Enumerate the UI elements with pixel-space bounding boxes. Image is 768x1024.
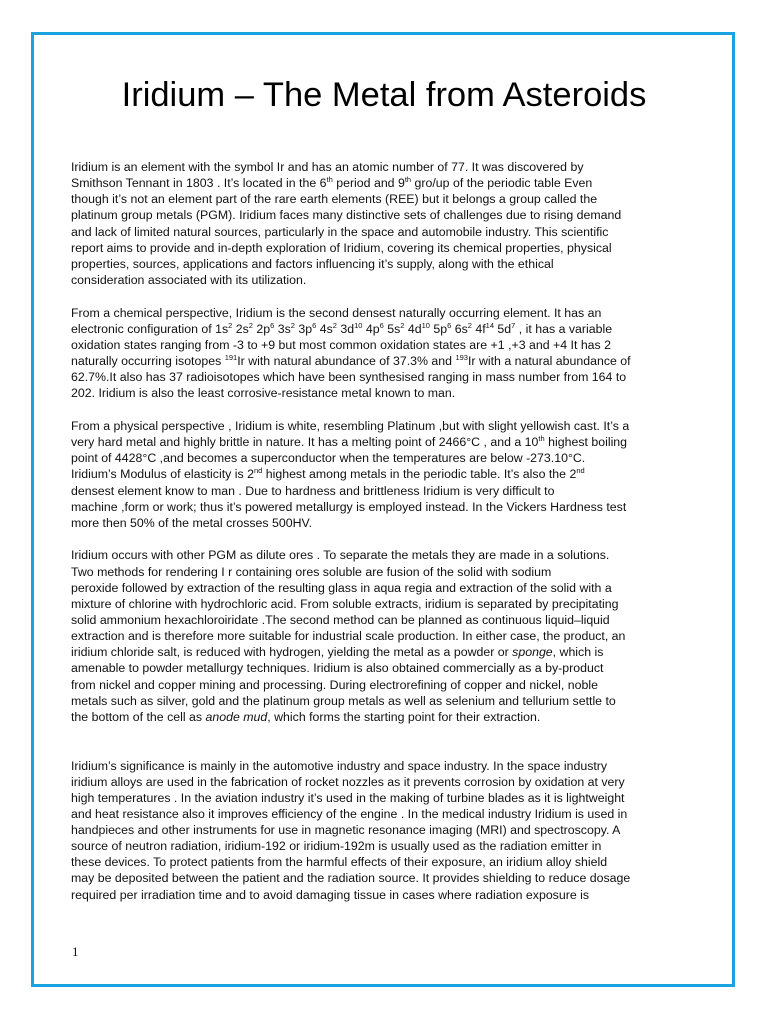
text-run: 4p <box>362 321 380 336</box>
text-run: peroxide followed by extraction of the resulting glass in aqua regia and extraction of the solid with a <box>71 580 612 595</box>
text-line <box>71 207 701 223</box>
superscript: 2 <box>248 320 253 330</box>
superscript: th <box>326 175 333 185</box>
text-run: from nickel and copper mining and processing. During electrorefining of copper and nickel, noble <box>71 677 598 692</box>
text-run: iridium chloride salt, is reduced with hydrogen, yielding the metal as a powder or <box>71 645 513 660</box>
text-line <box>71 854 701 870</box>
text-run: 4d <box>404 321 422 336</box>
document-title: Iridium – The Metal from Asteroids <box>121 76 647 114</box>
text-line <box>71 547 701 563</box>
text-line <box>71 887 701 903</box>
text-line <box>71 693 701 709</box>
text-run: 5s <box>383 321 401 336</box>
text-run: period and 9 <box>332 176 405 191</box>
italic-text: anode mud <box>205 709 268 724</box>
text-run: electronic configuration of 1s <box>71 321 229 336</box>
text-run: 62.7%.It also has 37 radioisotopes which have been synthesised ranging in mass number from 164 to <box>71 370 627 385</box>
text-run: report aims to provide and in-depth exploration of Iridium, covering its chemical properties, physical <box>71 240 612 255</box>
text-line <box>71 838 701 854</box>
text-line <box>71 321 701 337</box>
text-line <box>71 434 701 450</box>
text-run: 4f <box>471 321 486 336</box>
text-line <box>71 790 701 806</box>
text-run: solid ammonium hexachloroiridate .The second method can be planned as continuous liquid–liquid <box>71 613 610 628</box>
text-line <box>71 418 701 434</box>
text-run: , it has a variable <box>515 321 613 336</box>
text-line <box>71 822 701 838</box>
text-run: consideration associated with its utilization. <box>71 272 307 287</box>
superscript: 191 <box>224 353 238 363</box>
text-line <box>71 385 701 401</box>
superscript: th <box>404 175 412 185</box>
text-run: , which forms the starting point for their extraction. <box>267 709 541 724</box>
text-line <box>71 628 701 644</box>
text-run: Ir with natural abundance of 37.3% and <box>237 354 456 369</box>
text-run: these devices. To protect patients from the harmful effects of their exposure, an iridium alloy shield <box>71 855 608 870</box>
text-line <box>71 596 701 612</box>
text-run: 5p <box>429 321 448 336</box>
text-line <box>71 369 701 385</box>
paragraph-gap <box>71 288 701 305</box>
text-run: 5d <box>494 321 512 336</box>
text-run: handpieces and other instruments for use in magnetic resonance imaging (MRI) and spectroscopy. A <box>71 823 621 838</box>
paragraph <box>71 547 701 725</box>
superscript: nd <box>253 466 263 476</box>
text-run: naturally occurring isotopes <box>71 354 225 369</box>
text-line <box>71 515 701 531</box>
text-run: 202. Iridium is also the least corrosive-resistance metal known to man. <box>71 386 456 401</box>
text-line <box>71 256 701 272</box>
text-run: point of 4428°C ,and becomes a superconductor when the temperatures are below -273.10°C. <box>71 451 586 466</box>
text-line <box>71 677 701 693</box>
text-run: highest among metals in the periodic table. It’s also the 2 <box>262 467 577 482</box>
text-line <box>71 660 701 676</box>
superscript: 193 <box>455 353 468 363</box>
text-run: may be deposited between the patient and the radiation source. It provides shielding to reduce dosage <box>71 871 631 886</box>
text-run: platinum group metals (PGM). Iridium faces many distinctive sets of challenges due to rising demand <box>71 208 622 223</box>
text-run: Iridium is an element with the symbol Ir and has an atomic number of 77. It was discovered by <box>71 160 584 174</box>
text-run: iridium alloys are used in the fabrication of rocket nozzles as it prevents corrosion by oxidation at very <box>71 774 625 789</box>
paragraph <box>71 305 701 402</box>
text-line <box>71 466 701 482</box>
text-line <box>71 450 701 466</box>
text-run: very hard metal and highly brittle in nature. It has a melting point of 2466°C , and a 10 <box>71 435 539 450</box>
text-run: 4s <box>316 321 333 336</box>
text-run: 3s <box>274 321 291 336</box>
superscript: 10 <box>354 320 363 330</box>
text-line <box>71 612 701 628</box>
text-run: Iridium’s significance is mainly in the automotive industry and space industry. In the space industry <box>71 758 608 773</box>
text-line <box>71 709 701 725</box>
superscript: 2 <box>228 320 233 330</box>
superscript: nd <box>576 466 585 476</box>
text-run: source of neutron radiation, iridium-192 or iridium-192m is usually used as the radiation emitter in <box>71 839 602 854</box>
superscript: 6 <box>379 320 384 330</box>
text-line <box>71 870 701 886</box>
text-run: machine ,form or work; thus it’s powered metallurgy is employed instead. In the Vickers Hardness test <box>71 499 627 514</box>
text-run: Iridium occurs with other PGM as dilute ores . To separate the metals they are made in a solutions. <box>71 548 610 563</box>
superscript: 2 <box>400 320 405 330</box>
text-run: Smithson Tennant in 1803 . It’s located in the 6 <box>71 176 327 191</box>
text-run: From a chemical perspective, Iridium is the second densest naturally occurring element. It has an <box>71 305 602 320</box>
superscript: 2 <box>290 320 295 330</box>
paragraph <box>71 758 701 903</box>
text-run: , which is <box>552 645 604 660</box>
text-run: though it’s not an element part of the rare earth elements (REE) but it belongs a group called the <box>71 192 598 207</box>
paragraph-gap <box>71 725 701 758</box>
text-line <box>71 774 701 790</box>
text-run: Two methods for rendering I r containing ores soluble are fusion of the solid with sodium <box>71 564 552 579</box>
text-run: oxidation states ranging from -3 to +9 but most common oxidation states are +1 ,+3 and +4 It has 2 <box>71 337 612 352</box>
superscript: 7 <box>511 320 516 330</box>
text-line <box>71 305 701 321</box>
text-line <box>71 806 701 822</box>
text-run: metals such as silver, gold and the platinum group metals as well as selenium and tellurium settle to <box>71 693 616 708</box>
text-run: 2p <box>252 321 271 336</box>
text-line <box>71 159 701 175</box>
text-line <box>71 191 701 207</box>
text-run: Ir with a natural abundance of <box>467 354 631 369</box>
paragraph-gap <box>71 531 701 548</box>
text-line <box>71 337 701 353</box>
text-run: and heat resistance also it improves efficiency of the engine . In the medical industry Iridium is used in <box>71 806 628 821</box>
text-run: 3p <box>294 321 313 336</box>
italic-text: sponge <box>512 645 553 660</box>
text-line <box>71 240 701 256</box>
text-run: Iridium’s Modulus of elasticity is 2 <box>71 467 254 482</box>
superscript: th <box>538 434 545 444</box>
text-run: more then 50% of the metal crosses 500HV. <box>71 515 313 530</box>
text-run: 6s <box>451 321 468 336</box>
superscript: 6 <box>447 320 452 330</box>
text-line <box>71 758 701 774</box>
superscript: 10 <box>421 320 430 330</box>
superscript: 2 <box>467 320 472 330</box>
paragraph-gap <box>71 401 701 418</box>
text-line <box>71 353 701 369</box>
text-run: required per irradiation time and to avoid damaging tissue in cases where radiation exposure is <box>71 887 590 902</box>
text-run: properties, sources, applications and factors influencing it’s supply, along with the ethical <box>71 256 554 271</box>
superscript: 6 <box>312 320 317 330</box>
text-run: extraction and is therefore more suitable for industrial scale production. In either case, the product, an <box>71 629 626 644</box>
superscript: 14 <box>485 320 494 330</box>
document-body <box>71 159 701 903</box>
text-run: mixture of chlorine with hydrochloric acid. From soluble extracts, iridium is separated by precipitating <box>71 596 619 611</box>
text-line <box>71 580 701 596</box>
paragraph <box>71 159 701 288</box>
text-line <box>71 483 701 499</box>
text-run: 3d <box>336 321 355 336</box>
text-line <box>71 175 701 191</box>
text-run: From a physical perspective , Iridium is white, resembling Platinum ,but with slight yellowish cast. It’s a <box>71 418 630 433</box>
text-run: and lack of limited natural sources, particularly in the space and automobile industry. This scientific <box>71 224 609 239</box>
text-run: highest boiling <box>544 435 628 450</box>
superscript: 6 <box>270 320 275 330</box>
text-run: 2s <box>232 321 249 336</box>
text-line <box>71 564 701 580</box>
page-number: 1 <box>72 944 79 959</box>
text-line <box>71 644 701 660</box>
text-run: the bottom of the cell as <box>71 709 206 724</box>
superscript: 2 <box>332 320 337 330</box>
text-run: densest element know to man . Due to hardness and brittleness Iridium is very difficult to <box>71 483 555 498</box>
text-line <box>71 272 701 288</box>
text-run: amenable to powder metallurgy techniques. Iridium is also obtained commercially as a by-product <box>71 661 604 676</box>
text-run: gro/up of the periodic table Even <box>411 176 593 191</box>
text-run: high temperatures . In the aviation industry it’s used in the making of turbine blades as it is lightweight <box>71 790 625 805</box>
text-line <box>71 224 701 240</box>
text-line <box>71 499 701 515</box>
paragraph <box>71 418 701 531</box>
